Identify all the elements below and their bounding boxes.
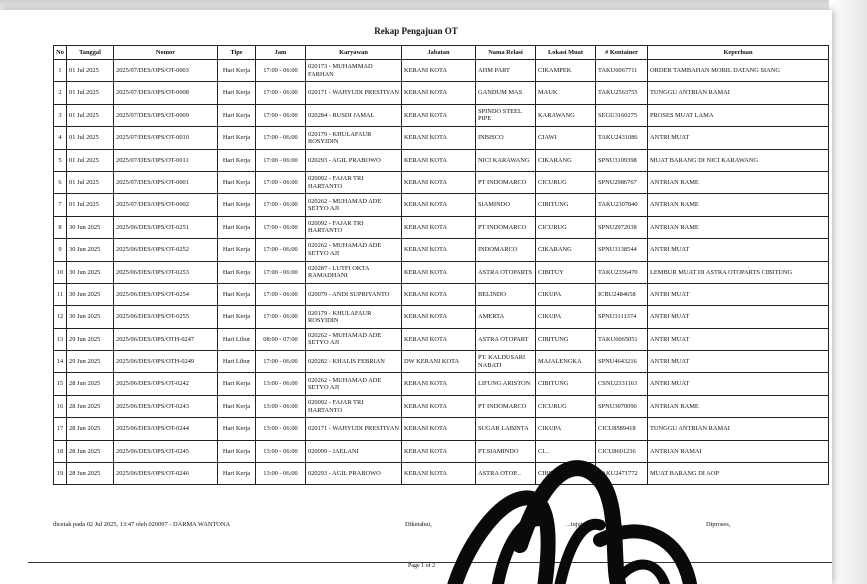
- table-row: [54, 127, 829, 149]
- cell-type: Hari Kerja: [218, 127, 256, 149]
- cell-location: CIKARANG: [536, 239, 596, 261]
- cell-position: KERANI KOTA: [402, 216, 476, 238]
- cell-purpose: ANTRIAN RAMAI: [648, 440, 829, 462]
- cell-type: Hari Kerja: [218, 171, 256, 193]
- cell-purpose: ANTRI MUAT: [648, 283, 829, 305]
- col-header-employee: Karyawan: [306, 46, 402, 60]
- cell-hours: 17:00 - 06:00: [256, 60, 306, 82]
- cell-relation: SIAMINDO: [476, 194, 536, 216]
- cell-container: TAKU2431086: [596, 127, 648, 149]
- cell-relation: ASTRA OTOPART: [476, 328, 536, 350]
- cell-relation: PT.SIAMINDO: [476, 440, 536, 462]
- table-row: [54, 283, 829, 305]
- cell-date: 01 Jul 2025: [67, 82, 114, 104]
- cell-no: 12: [54, 306, 67, 328]
- cell-number: 2025/06/DES/OPS/OT-0254: [114, 283, 218, 305]
- cell-location: CICURUG: [536, 395, 596, 417]
- cell-employee: 020262 - MUHAMAD ADE SETYO AJI: [306, 194, 402, 216]
- cell-container: SPNU3070090: [596, 395, 648, 417]
- table-row: [54, 239, 829, 261]
- cell-date: 29 Jun 2025: [67, 351, 114, 373]
- cell-container: SPNU4643216: [596, 351, 648, 373]
- cell-date: 30 Jun 2025: [67, 261, 114, 283]
- cell-location: CI...: [536, 440, 596, 462]
- cell-purpose: ANTRI MUAT: [648, 127, 829, 149]
- cell-employee: 020092 - FAJAR TRI HARTANTO: [306, 395, 402, 417]
- cell-purpose: ANTRI MUAT: [648, 328, 829, 350]
- col-header-container: # Kontainer: [596, 46, 648, 60]
- col-header-relation: Nama Relasi: [476, 46, 536, 60]
- cell-no: 9: [54, 239, 67, 261]
- col-header-hours: Jam: [256, 46, 306, 60]
- cell-employee: 020092 - FAJAR TRI HARTANTO: [306, 216, 402, 238]
- cell-relation: BELINDO: [476, 283, 536, 305]
- table-row: [54, 395, 829, 417]
- cell-position: KERANI KOTA: [402, 395, 476, 417]
- cell-number: 2025/06/DES/OPS/OTH-0247: [114, 328, 218, 350]
- cell-number: 2025/06/DES/OPS/OT-0255: [114, 306, 218, 328]
- table-row: [54, 306, 829, 328]
- cell-no: 6: [54, 171, 67, 193]
- table-row: [54, 351, 829, 373]
- page-shadow-right: [829, 0, 867, 584]
- cell-position: KERANI KOTA: [402, 418, 476, 440]
- cell-number: 2025/06/DES/OPS/OT-0245: [114, 440, 218, 462]
- table-row: [54, 418, 829, 440]
- cell-type: Hari Kerja: [218, 440, 256, 462]
- cell-hours: 08:00 - 07:00: [256, 328, 306, 350]
- cell-no: 15: [54, 373, 67, 395]
- cell-type: Hari Kerja: [218, 283, 256, 305]
- cell-location: KARAWANG: [536, 104, 596, 126]
- cell-date: 30 Jun 2025: [67, 283, 114, 305]
- cell-purpose: ANTRIAN RAME: [648, 395, 829, 417]
- cell-relation: AMERTA: [476, 306, 536, 328]
- cell-type: Hari Kerja: [218, 149, 256, 171]
- cell-relation: ASTRA OTOPARTS: [476, 261, 536, 283]
- cell-location: CIKAMPEK: [536, 60, 596, 82]
- cell-type: Hari Libur: [218, 351, 256, 373]
- col-header-type: Tipe: [218, 46, 256, 60]
- printed-info: dicetak pada 02 Jul 2025, 13:47 oleh 020097 - DARMA WANTONA: [53, 521, 231, 528]
- cell-hours: 17:00 - 06:00: [256, 171, 306, 193]
- cell-employee: 020293 - AGIL PRABOWO: [306, 149, 402, 171]
- cell-position: KERANI KOTA: [402, 306, 476, 328]
- cell-no: 18: [54, 440, 67, 462]
- cell-hours: 17:00 - 06:00: [256, 194, 306, 216]
- cell-purpose: LEMBUR MUAT DI ASTRA OTOPARTS CIBITUNG: [648, 261, 829, 283]
- cell-purpose: TUNGGU ANTRIAN RAMAI: [648, 418, 829, 440]
- cell-type: Hari Kerja: [218, 463, 256, 485]
- cell-number: 2025/06/DES/OPS/OT-0252: [114, 239, 218, 261]
- cell-employee: 020284 - RUSDI JAMAL: [306, 104, 402, 126]
- cell-relation: NICI KARAWANG: [476, 149, 536, 171]
- cell-location: CIBITUNG: [536, 194, 596, 216]
- cell-hours: 13:00 - 06:00: [256, 373, 306, 395]
- cell-date: 01 Jul 2025: [67, 104, 114, 126]
- cell-hours: 13:00 - 06:00: [256, 463, 306, 485]
- table-row: [54, 440, 829, 462]
- cell-date: 01 Jul 2025: [67, 171, 114, 193]
- cell-position: KERANI KOTA: [402, 104, 476, 126]
- cell-number: 2025/07/DES/OPS/OT-0003: [114, 60, 218, 82]
- cell-employee: 020287 - LUTFI OKTA RAMADHANI: [306, 261, 402, 283]
- cell-hours: 17:00 - 06:00: [256, 82, 306, 104]
- cell-location: CIKUPA: [536, 283, 596, 305]
- cell-number: 2025/06/DES/OPS/OT-0242: [114, 373, 218, 395]
- cell-relation: PT INDOMARCO: [476, 171, 536, 193]
- cell-purpose: ANTRI MUAT: [648, 239, 829, 261]
- cell-no: 14: [54, 351, 67, 373]
- cell-hours: 17:00 - 06:00: [256, 306, 306, 328]
- cell-container: CSNU2331163: [596, 373, 648, 395]
- cell-number: 2025/06/DES/OPS/OTH-0249: [114, 351, 218, 373]
- cell-location: CIAWI: [536, 127, 596, 149]
- cell-position: KERANI KOTA: [402, 328, 476, 350]
- cell-location: CIKUPA: [536, 306, 596, 328]
- cell-type: Hari Kerja: [218, 82, 256, 104]
- table-header-row: [54, 46, 829, 60]
- table-row: [54, 373, 829, 395]
- cell-number: 2025/07/DES/OPS/OT-0008: [114, 82, 218, 104]
- cell-date: 29 Jun 2025: [67, 328, 114, 350]
- cell-type: Hari Libur: [218, 328, 256, 350]
- cell-relation: AHM PART: [476, 60, 536, 82]
- cell-container: TAKU6067711: [596, 60, 648, 82]
- cell-position: KERANI KOTA: [402, 127, 476, 149]
- cell-purpose: ANTRIAN RAME: [648, 171, 829, 193]
- cell-location: CIBITUY: [536, 261, 596, 283]
- cell-relation: SPINDO STEEL PIPE: [476, 104, 536, 126]
- approved-label: ...tujui,: [566, 521, 585, 528]
- cell-hours: 13:00 - 06:00: [256, 395, 306, 417]
- cell-date: 01 Jul 2025: [67, 127, 114, 149]
- cell-date: 28 Jun 2025: [67, 373, 114, 395]
- cell-date: 28 Jun 2025: [67, 440, 114, 462]
- cell-container: CICU8589418: [596, 418, 648, 440]
- cell-hours: 17:00 - 06:00: [256, 127, 306, 149]
- cell-hours: 17:00 - 06:00: [256, 239, 306, 261]
- cell-type: Hari Kerja: [218, 216, 256, 238]
- cell-location: MAJALENGKA: [536, 351, 596, 373]
- cell-hours: 13:00 - 06:00: [256, 440, 306, 462]
- cell-container: SPNU2972038: [596, 216, 648, 238]
- cell-relation: PT INDOMARCO: [476, 395, 536, 417]
- cell-location: CIKARANG: [536, 149, 596, 171]
- cell-container: SPNU3111374: [596, 306, 648, 328]
- cell-no: 8: [54, 216, 67, 238]
- cell-purpose: ANTRIAN RAME: [648, 216, 829, 238]
- cell-relation: SUGAR LABINTA: [476, 418, 536, 440]
- cell-no: 10: [54, 261, 67, 283]
- cell-purpose: PROSES MUAT LAMA: [648, 104, 829, 126]
- col-header-position: Jabatan: [402, 46, 476, 60]
- cell-no: 11: [54, 283, 67, 305]
- cell-container: TAKU6065051: [596, 328, 648, 350]
- cell-position: KERANI KOTA: [402, 261, 476, 283]
- cell-container: CICU8601236: [596, 440, 648, 462]
- cell-relation: ASTRA OTOP...: [476, 463, 536, 485]
- cell-date: 28 Jun 2025: [67, 463, 114, 485]
- cell-date: 30 Jun 2025: [67, 306, 114, 328]
- report-title: Rekap Pengajuan OT: [374, 26, 458, 36]
- cell-location: CICURUG: [536, 216, 596, 238]
- cell-location: CIBITUNG: [536, 328, 596, 350]
- cell-hours: 17:00 - 06:00: [256, 351, 306, 373]
- cell-purpose: ANTRI MUAT: [648, 351, 829, 373]
- cell-type: Hari Kerja: [218, 60, 256, 82]
- table-row: [54, 216, 829, 238]
- cell-employee: 020171 - WAHYUDI PRESTIYAN: [306, 82, 402, 104]
- cell-type: Hari Kerja: [218, 194, 256, 216]
- cell-position: KERANI KOTA: [402, 239, 476, 261]
- cell-hours: 17:00 - 06:00: [256, 283, 306, 305]
- col-header-date: Tanggal: [67, 46, 114, 60]
- cell-type: Hari Kerja: [218, 418, 256, 440]
- cell-employee: 020171 - WAHYUDI PRESTIYAN: [306, 418, 402, 440]
- known-label: Diketahui,: [405, 521, 432, 528]
- cell-relation: LIFUNG ARISTON: [476, 373, 536, 395]
- cell-purpose: MUAT BARANG DI NICI KARAWANG: [648, 149, 829, 171]
- cell-employee: 020262 - MUHAMAD ADE SETYO AJI: [306, 328, 402, 350]
- table-row: [54, 82, 829, 104]
- cell-employee: 020293 - AGIL PRABOWO: [306, 463, 402, 485]
- cell-employee: 020262 - MUHAMAD ADE SETYO AJI: [306, 373, 402, 395]
- table-row: [54, 463, 829, 485]
- cell-position: KERANI KOTA: [402, 82, 476, 104]
- col-header-purpose: Keperluan: [648, 46, 829, 60]
- cell-number: 2025/06/DES/OPS/OT-0253: [114, 261, 218, 283]
- cell-relation: PT INDOMARCO: [476, 216, 536, 238]
- cell-purpose: ORDER TAMBAHAN MOBIL DATANG SIANG: [648, 60, 829, 82]
- cell-location: CIBITUNG: [536, 373, 596, 395]
- col-header-number: Nomor: [114, 46, 218, 60]
- col-header-location: Lokasi Muat: [536, 46, 596, 60]
- cell-container: TAKU2307840: [596, 194, 648, 216]
- cell-location: CIKUPA: [536, 418, 596, 440]
- cell-employee: 020179 - KHULAFAUR ROSYIDIN: [306, 127, 402, 149]
- cell-date: 28 Jun 2025: [67, 418, 114, 440]
- cell-number: 2025/06/DES/OPS/OT-0243: [114, 395, 218, 417]
- cell-position: KERANI KOTA: [402, 283, 476, 305]
- cell-position: DW KERANI KOTA: [402, 351, 476, 373]
- cell-number: 2025/07/DES/OPS/OT-0011: [114, 149, 218, 171]
- table-row: [54, 104, 829, 126]
- cell-container: TAKU2356470: [596, 261, 648, 283]
- cell-container: SPNU3109398: [596, 149, 648, 171]
- table-row: [54, 149, 829, 171]
- cell-position: KERANI KOTA: [402, 149, 476, 171]
- table-row: [54, 60, 829, 82]
- cell-position: KERANI KOTA: [402, 440, 476, 462]
- cell-type: Hari Kerja: [218, 104, 256, 126]
- cell-employee: 020092 - FAJAR TRI HARTANTO: [306, 171, 402, 193]
- cell-date: 28 Jun 2025: [67, 395, 114, 417]
- cell-position: KERANI KOTA: [402, 194, 476, 216]
- cell-location: CIBITI...: [536, 463, 596, 485]
- cell-no: 2: [54, 82, 67, 104]
- cell-employee: 020282 - KHALIS FEBRIAN: [306, 351, 402, 373]
- cell-purpose: TUNGGU ANTRIAN RAMAI: [648, 82, 829, 104]
- cell-employee: 020079 - ANDI SUPRIYANTO: [306, 283, 402, 305]
- cell-position: KERANI KOTA: [402, 463, 476, 485]
- cell-container: TAKU2471772: [596, 463, 648, 485]
- cell-employee: 020179 - KHULAFAUR ROSYIDIN: [306, 306, 402, 328]
- cell-type: Hari Kerja: [218, 261, 256, 283]
- cell-no: 4: [54, 127, 67, 149]
- page-number: Page 1 of 2: [408, 563, 436, 569]
- cell-employee: 020262 - MUHAMAD ADE SETYO AJI: [306, 239, 402, 261]
- cell-no: 7: [54, 194, 67, 216]
- cell-no: 5: [54, 149, 67, 171]
- cell-number: 2025/07/DES/OPS/OT-0010: [114, 127, 218, 149]
- cell-type: Hari Kerja: [218, 306, 256, 328]
- cell-number: 2025/07/DES/OPS/OT-0001: [114, 171, 218, 193]
- cell-number: 2025/07/DES/OPS/OT-0009: [114, 104, 218, 126]
- cell-container: SPNU2986767: [596, 171, 648, 193]
- cell-number: 2025/07/DES/OPS/OT-0002: [114, 194, 218, 216]
- cell-purpose: MUAT BARANG DI AOP: [648, 463, 829, 485]
- cell-no: 1: [54, 60, 67, 82]
- cell-date: 30 Jun 2025: [67, 239, 114, 261]
- table-row: [54, 328, 829, 350]
- cell-container: ICBU2484658: [596, 283, 648, 305]
- overtime-table: [53, 45, 829, 485]
- cell-purpose: ANTRI MUAT: [648, 373, 829, 395]
- cell-type: Hari Kerja: [218, 239, 256, 261]
- cell-container: TAKU2563755: [596, 82, 648, 104]
- cell-relation: INBISCO: [476, 127, 536, 149]
- cell-no: 3: [54, 104, 67, 126]
- cell-position: KERANI KOTA: [402, 171, 476, 193]
- col-header-no: No: [54, 46, 67, 60]
- cell-relation: PT. KALDUSARI NABATI: [476, 351, 536, 373]
- cell-type: Hari Kerja: [218, 395, 256, 417]
- processed-label: Diproses,: [706, 521, 731, 528]
- cell-relation: GANDUM MAS: [476, 82, 536, 104]
- cell-number: 2025/06/DES/OPS/OT-0246: [114, 463, 218, 485]
- cell-location: MAUK: [536, 82, 596, 104]
- cell-no: 13: [54, 328, 67, 350]
- cell-number: 2025/06/DES/OPS/OT-0244: [114, 418, 218, 440]
- cell-hours: 17:00 - 06:00: [256, 216, 306, 238]
- cell-no: 19: [54, 463, 67, 485]
- cell-number: 2025/06/DES/OPS/OT-0251: [114, 216, 218, 238]
- cell-no: 16: [54, 395, 67, 417]
- cell-employee: 020173 - MUHAMMAD FARHAN: [306, 60, 402, 82]
- cell-position: KERANI KOTA: [402, 373, 476, 395]
- cell-hours: 17:00 - 06:00: [256, 149, 306, 171]
- cell-hours: 13:00 - 06:00: [256, 418, 306, 440]
- cell-purpose: ANTRIAN RAME: [648, 194, 829, 216]
- cell-relation: INDOMARCO: [476, 239, 536, 261]
- cell-date: 01 Jul 2025: [67, 149, 114, 171]
- cell-container: SPNU3138544: [596, 239, 648, 261]
- cell-employee: 020099 - JAELANI: [306, 440, 402, 462]
- cell-hours: 17:00 - 06:00: [256, 261, 306, 283]
- cell-date: 01 Jul 2025: [67, 194, 114, 216]
- cell-location: CICURUG: [536, 171, 596, 193]
- table-row: [54, 194, 829, 216]
- cell-date: 01 Jul 2025: [67, 60, 114, 82]
- cell-type: Hari Kerja: [218, 373, 256, 395]
- cell-date: 30 Jun 2025: [67, 216, 114, 238]
- cell-position: KERANI KOTA: [402, 60, 476, 82]
- cell-no: 17: [54, 418, 67, 440]
- cell-hours: 17:00 - 06:00: [256, 104, 306, 126]
- table-row: [54, 261, 829, 283]
- cell-container: SEGU3160275: [596, 104, 648, 126]
- cell-purpose: ANTRI MUAT: [648, 306, 829, 328]
- table-row: [54, 171, 829, 193]
